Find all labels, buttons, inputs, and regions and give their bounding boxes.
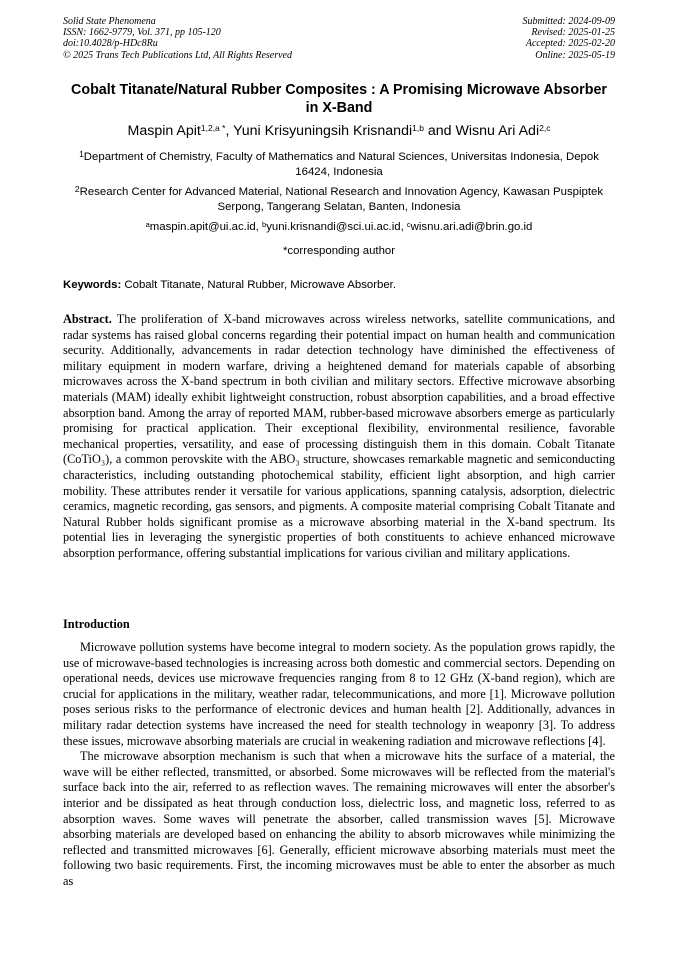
online-date: Online: 2025-05-19 [535,49,615,61]
issn-volume: ISSN: 1662-9779, Vol. 371, pp 105-120 [63,27,221,39]
affiliation-superscript: 2 [74,184,80,194]
affiliation-superscript: 1 [79,149,84,159]
affiliation-2 [63,185,615,214]
email-link[interactable]: yuni.krisnandi@sci.ui.ac.id, [266,221,407,233]
copyright: © 2025 Trans Tech Publications Ltd, All Rights Reserved [63,49,292,61]
author-name: Wisnu Ari Adi [455,123,540,139]
publication-dates [523,16,616,61]
email-link[interactable]: wisnu.ari.adi@brin.go.id [410,221,533,233]
paragraph: The microwave absorption mechanism is such that when a microwave hits the surface of a material, the wave will be either reflected, transmitted, or absorbed. Some microwaves will be reflected from the material's surface back into the air, referred to as reflection waves. The remaining microwaves will enter the absorber's interior and be dissipated as heat through conduction loss, dielectric loss, and magnetic loss, referred to as absorption waves. Some waves will penetrate the absorber, called transmission waves [5]. Microwave absorbing materials are developed based on enhancing the ability to absorb microwaves while minimizing the reflected and transmitted microwaves [6]. Generally, efficient microwave absorbing materials must meet the following two basic requirements. First, the incoming microwaves must be able to enter the absorber as much as [63,749,615,888]
author-name: Yuni Krisyuningsih Krisnandi [233,123,413,139]
section-heading-introduction: Introduction [63,617,130,631]
abstract-label: Abstract. [63,312,112,326]
revised-date: Revised: 2025-01-25 [531,27,615,39]
accepted-date: Accepted: 2025-02-20 [525,38,615,50]
introduction-body [63,640,615,890]
paragraph: Microwave pollution systems have become integral to modern society. As the population grows rapidly, the use of microwave-based technologies is increasing across both domestic and commercial sectors. Depending on operational needs, devices use microwave frequencies ranging from 8 to 12 GHz (X-band region), which are crucial for applications in the military, weather radar, telecommunications, and more [1]. Microwave pollution poses serious risks to the performance of electronic devices and human health [2]. Additionally, advances in military radar detection systems have increased the need for stealth technology in weaponry [3]. To address these issues, microwave absorbing materials are crucial in weakening radiation and microwave reflections [4]. [63,640,615,748]
author-superscript: 2,c [539,123,551,133]
journal-info [63,16,292,61]
email-link[interactable]: maspin.apit@ui.ac.id, [149,221,263,233]
email-superscript: a [145,220,150,229]
abstract [63,312,615,562]
keywords [63,278,615,293]
email-superscript: b [262,220,267,229]
abstract-text: The proliferation of X-band microwaves across wireless networks, satellite communications, and radar systems has raised global concerns regarding their potential impact on human health and communication security. Additionally, advancements in radar detection technology have diminished the effectiveness of military equipment in modern warfare, driving a heightened demand for materials capable of absorbing microwaves across the X-band spectrum in both civilian and military sectors. Effective microwave absorbing materials (MAM) ideally exhibit lightweight construction, robust absorption capabilities, and a broad effective absorption band. Among the array of reported MAM, rubber-based microwave absorbers emerge as particularly promising for practical application. Their exceptional flexibility, environmental resilience, favorable mechanical properties, versatility, and ease of processing distinguish them in this domain. Cobalt Titanate (CoTiO₃), a common perovskite with the ABO₃ structure, showcases remarkable magnetic and semiconducting characteristics, including outstanding photochemical stability, efficient light absorption, and high carrier mobility. These attributes render it versatile for various applications, spanning catalysis, adsorption, dielectric ceramics, magnetic recording, gas sensors, and pigments. A composite material comprising Cobalt Titanate and Natural Rubber holds significant promise as a microwave absorbing material in the X-band spectrum. Its potential lies in leveraging the synergistic properties of both constituents to achieve enhanced microwave absorption performance, offering substantial implications for various civilian and military applications. [63,312,615,560]
author-superscript: 1,b [412,123,424,133]
affiliation-1 [63,150,615,179]
corresponding-note: *corresponding author [282,245,396,257]
doi: doi:10.4028/p-HDc8Ru [63,38,158,50]
affiliation-text: Department of Chemistry, Faculty of Mathematics and Natural Sciences, Universitas Indonesia, Depok 16424, Indonesia [83,151,599,178]
author-name: Maspin Apit [127,123,201,139]
author-emails [63,220,615,235]
paper-title: Cobalt Titanate/Natural Rubber Composites : A Promising Microwave Absorber in X-Band [71,82,607,116]
keywords-text: Cobalt Titanate, Natural Rubber, Microwave Absorber. [121,279,397,291]
affiliation-text: Research Center for Advanced Material, National Research and Innovation Agency, Kawasan Puspiptek Serpong, Tangerang Selatan, Banten, Indonesia [79,186,604,213]
email-superscript: c [406,220,411,229]
submitted-date: Submitted: 2024-09-09 [522,16,615,27]
author-list [63,122,615,140]
author-separator: and [423,123,456,139]
author-separator: , [225,123,234,139]
author-superscript: 1,2,a * [200,123,226,133]
journal-name: Solid State Phenomena [63,16,156,27]
keywords-label: Keywords: [63,279,122,291]
